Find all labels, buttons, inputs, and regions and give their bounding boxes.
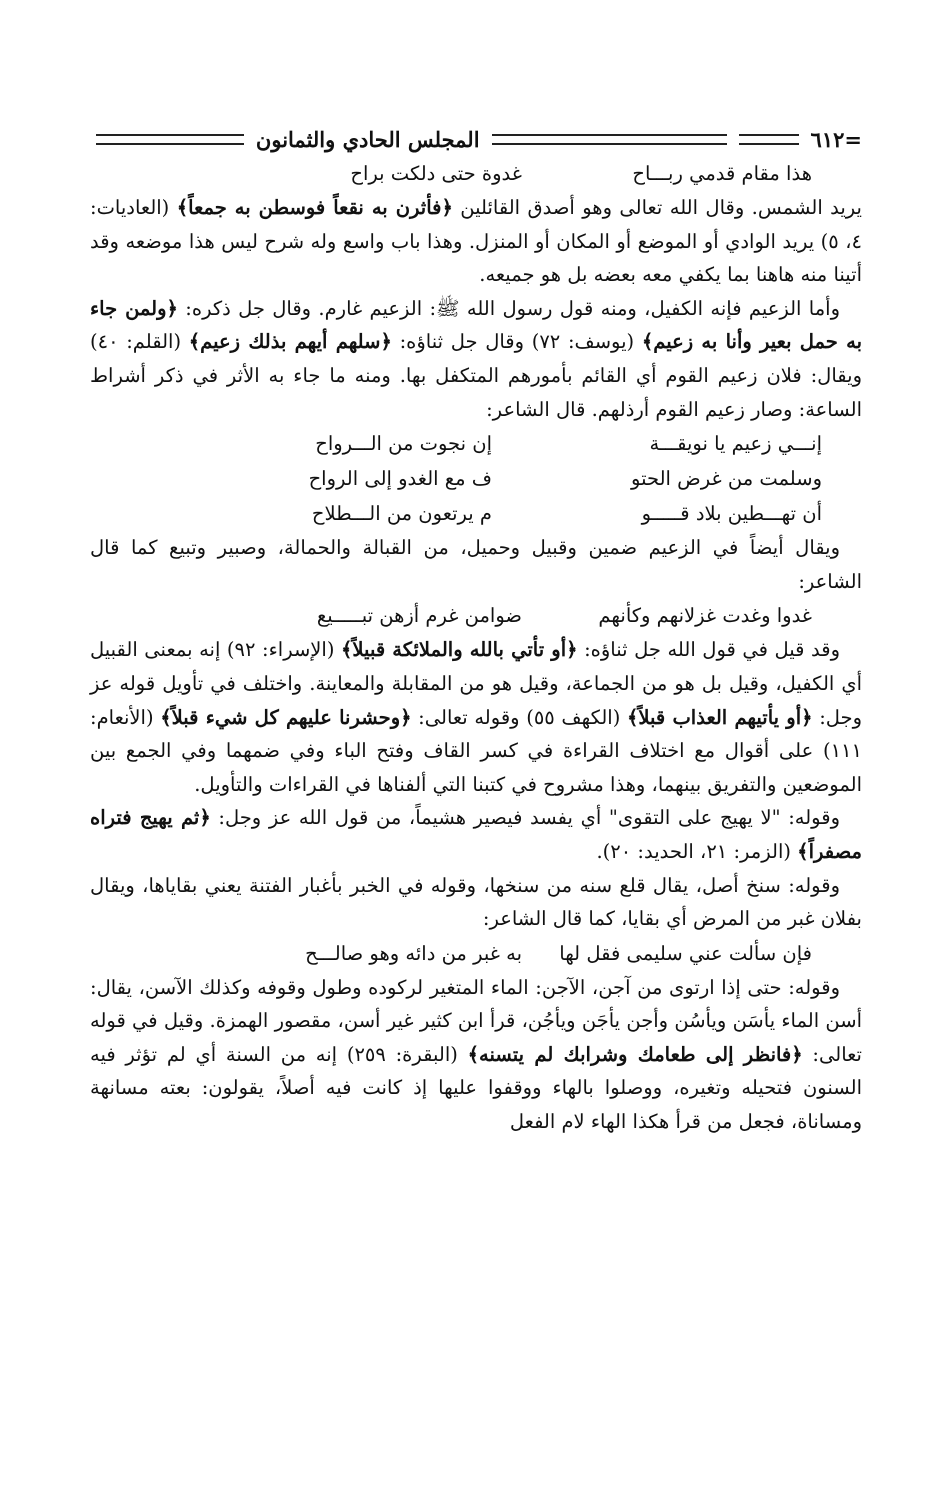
chapter-title: المجلس الحادي والثمانون bbox=[255, 126, 480, 152]
verse-line bbox=[90, 426, 862, 461]
verse-hemistich: إن نجوت من الـــرواح bbox=[315, 432, 492, 456]
document-page bbox=[90, 122, 862, 1139]
text-run: وقوله: سنخ أصل، يقال قلع سنه من سنخها، وقوله في الخبر بأغبار الفتنة يعني بقاياها، ويقال بفلان غبر من المرض أي بقايا، كما قال الشاعر: bbox=[90, 873, 862, 931]
verse-hemistich: غدوا وغدت غزلانهم وكأنهم bbox=[598, 604, 812, 628]
quran-quote: ﴿أو يأتيهم العذاب قبلاً﴾ bbox=[626, 705, 813, 729]
text-run: (يوسف: ٧٢) وقال جل ثناؤه: bbox=[391, 330, 642, 354]
paragraph bbox=[90, 191, 862, 292]
text-run: (الأنعام: ١١١) على أقوال مع اختلاف القراءة في كسر القاف وفتح الباء وفي ضمهما وفي الجمع بين الموضعين والتفريق بينهما، وهذا مشروح في كتبنا التي ألفناها في القراءات والتأويل. bbox=[90, 705, 862, 796]
quran-quote: ﴿فانظر إلى طعامك وشرابك لم يتسنه﴾ bbox=[467, 1042, 803, 1066]
verse-hemistich: ضوامن غرم أزهن تبـــــيع bbox=[316, 604, 522, 628]
verse-hemistich: م يرتعون من الـــطلاح bbox=[311, 502, 492, 526]
paragraph bbox=[90, 971, 862, 1139]
verse-line bbox=[90, 496, 862, 531]
text-run: وأما الزعيم فإنه الكفيل، ومنه قول رسول الله ﷺ: الزعيم غارم. وقال جل ذكره: bbox=[177, 296, 840, 320]
verse-hemistich: ف مع الغدو إلى الرواح bbox=[308, 467, 492, 491]
verse-line bbox=[90, 598, 862, 633]
text-run: (الزمر: ٢١، الحديد: ٢٠). bbox=[596, 839, 798, 863]
quran-quote: ﴿وحشرنا عليهم كل شيء قبلاً﴾ bbox=[160, 705, 412, 729]
running-header bbox=[90, 122, 862, 156]
verse-hemistich: إنـــي زعيم يا نويقـــة bbox=[649, 432, 822, 456]
quran-quote: ﴿فأثرن به نقعاً فوسطن به جمعاً﴾ bbox=[176, 196, 453, 219]
quran-quote: ﴿أو تأتي بالله والملائكة قبيلاً﴾ bbox=[341, 638, 578, 662]
text-run: (القلم: ٤٠) ويقال: فلان زعيم القوم أي القائم بأمورهم المتكفل بها. ومنه ما جاء به الأثر في ذكر أشراط الساعة: وصار زعيم القوم أرذلهم. قال الشاعر: bbox=[90, 330, 862, 421]
verse-hemistich: أن تهـــطين بلاد قـــــو bbox=[641, 502, 822, 526]
text-run: يريد الشمس. وقال الله تعالى وهو أصدق القائلين bbox=[452, 196, 862, 219]
verse-line bbox=[90, 461, 862, 496]
header-rule-right bbox=[739, 134, 799, 145]
quran-quote: ﴿سلهم أيهم بذلك زعيم﴾ bbox=[188, 330, 392, 354]
text-run: (البقرة: ٢٥٩) إنه من السنة أي لم تؤثر فيه السنون فتحيله وتغيره، ووصلوا بالهاء ووقفوا عليها إذ كانت فيه أصلاً، يقولون: بعته مسانهة ومساناة، فجعل من قرأ هكذا الهاء لام الفعل bbox=[90, 1042, 862, 1134]
verse-hemistich: فإن سألت عني سليمى فقل لها bbox=[559, 941, 812, 965]
header-rule-left bbox=[96, 134, 244, 145]
paragraph bbox=[90, 531, 862, 598]
verse-hemistich: وسلمت من غرض الحتو bbox=[631, 467, 822, 491]
text-run: (العاديات: ٤، ٥) يريد الوادي أو الموضع أو المكان أو المنزل. وهذا باب واسع وله شرح ليس هذا موضعه وقد أتينا منه هاهنا بما يكفي معه بعضه بل هو جميعه. bbox=[90, 196, 862, 287]
text-run: ويقال أيضاً في الزعيم ضمين وقبيل وحميل، من القبالة والحمالة، وصبير وتبيع كما قال الشاعر: bbox=[90, 536, 862, 593]
text-run: (الكهف ٥٥) وقوله تعالى: bbox=[411, 705, 627, 729]
verse-hemistich: به غبر من دائه وهو صالـــح bbox=[305, 941, 522, 965]
text-run: وقوله: "لا يهيج على التقوى" أي يفسد فيصير هشيماً، من قول الله عز وجل: bbox=[210, 806, 840, 830]
quran-quote: ﴿ثم يهيج فتراه مصفراً﴾ bbox=[90, 806, 862, 863]
paragraph bbox=[90, 869, 862, 936]
verse-hemistich: غدوة حتى دلكت براح bbox=[350, 162, 522, 185]
text-run: وقد قيل في قول الله جل ثناؤه: bbox=[577, 638, 840, 662]
text-run: (الإسراء: ٩٢) إنه بمعنى القبيل أي الكفيل، وقيل بل هو من الجماعة، وقيل هو من المقابلة والمعاينة. واختلف في تأويل قوله عز وجل: bbox=[90, 638, 863, 729]
verse-line bbox=[90, 156, 862, 191]
paragraph bbox=[90, 292, 862, 426]
page-body bbox=[90, 156, 862, 1139]
text-run: وقوله: حتى إذا ارتوى من آجن، الآجن: الماء المتغير لركوده وطول وقوفه وكذلك الآسن، يقال: أسن الماء يأسَن ويأسُن وأجن يأجَن ويأجُن، قرأ ابن كثير غير أسن، مقصور الهمزة. وقيل في قوله تعالى: bbox=[90, 975, 862, 1066]
paragraph bbox=[90, 801, 862, 868]
quran-quote: ﴿ولمن جاء به حمل بعير وأنا به زعيم﴾ bbox=[90, 296, 863, 354]
paragraph bbox=[90, 633, 862, 801]
page-number: =٦١٢ bbox=[810, 126, 862, 152]
verse-line bbox=[90, 936, 862, 971]
verse-hemistich: هذا مقام قدمي ربـــاح bbox=[632, 162, 812, 185]
header-rule-long bbox=[492, 134, 727, 145]
